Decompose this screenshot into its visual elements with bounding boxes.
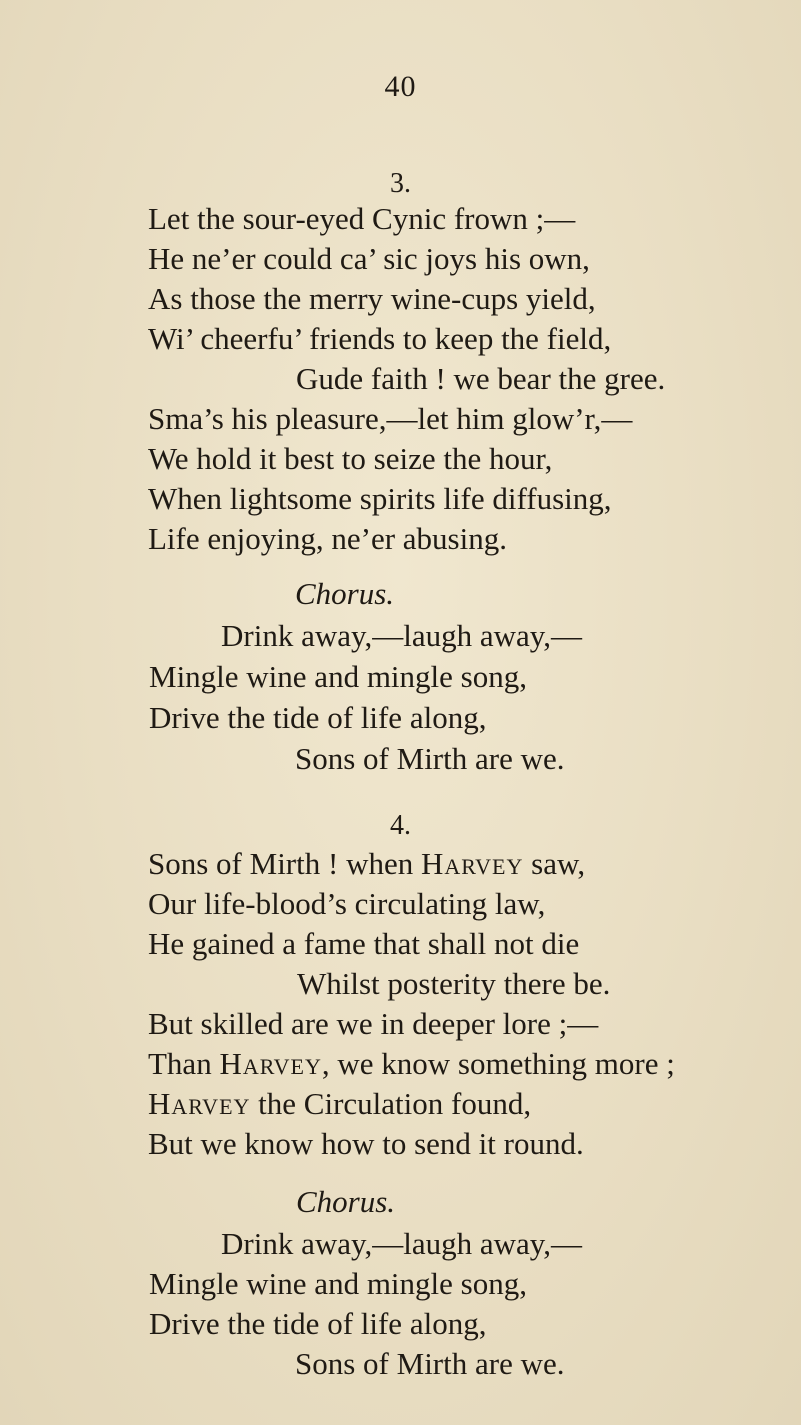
verse-line: Harvey the Circulation found, <box>148 1086 532 1121</box>
verse-line: We hold it best to seize the hour, <box>148 441 553 476</box>
chorus-line: Sons of Mirth are we. <box>295 741 565 776</box>
chorus-label: Chorus. <box>295 576 395 611</box>
verse-line: Life enjoying, ne’er abusing. <box>148 521 507 556</box>
name-harvey: Harvey <box>219 1046 322 1081</box>
page-number: 40 <box>384 70 417 103</box>
chorus-line: Mingle wine and mingle song, <box>149 659 527 694</box>
name-harvey: Harvey <box>420 846 524 881</box>
chorus-label: Chorus. <box>296 1184 396 1219</box>
verse-line: Gude faith ! we bear the gree. <box>296 361 666 396</box>
chorus-line: Drink away,—laugh away,— <box>221 618 582 653</box>
verse-line: But we know how to send it round. <box>148 1126 584 1161</box>
chorus-line: Mingle wine and mingle song, <box>149 1266 527 1301</box>
name-harvey: Harvey <box>148 1086 251 1121</box>
stanza-number: 4. <box>390 810 411 841</box>
verse-line: He ne’er could ca’ sic joys his own, <box>148 241 590 276</box>
stanza-number: 3. <box>390 168 411 199</box>
verse-line: Than Harvey, we know something more ; <box>148 1046 675 1081</box>
chorus-line: Sons of Mirth are we. <box>295 1346 565 1381</box>
verse-line: Wi’ cheerfu’ friends to keep the field, <box>148 321 612 356</box>
verse-line: When lightsome spirits life diffusing, <box>148 481 612 516</box>
verse-line: Let the sour-eyed Cynic frown ;— <box>148 201 576 236</box>
verse-line: He gained a fame that shall not die <box>148 926 580 961</box>
chorus-line: Drink away,—laugh away,— <box>221 1226 582 1261</box>
verse-line: Whilst posterity there be. <box>297 966 611 1001</box>
chorus-line: Drive the tide of life along, <box>149 700 487 735</box>
verse-line: But skilled are we in deeper lore ;— <box>148 1006 599 1041</box>
chorus-line: Drive the tide of life along, <box>149 1306 487 1341</box>
verse-line: Our life-blood’s circulating law, <box>148 886 546 921</box>
verse-line: Sma’s his pleasure,—let him glow’r,— <box>148 401 633 436</box>
verse-line: As those the merry wine-cups yield, <box>148 281 596 316</box>
verse-line: Sons of Mirth ! when Harvey saw, <box>148 846 586 881</box>
